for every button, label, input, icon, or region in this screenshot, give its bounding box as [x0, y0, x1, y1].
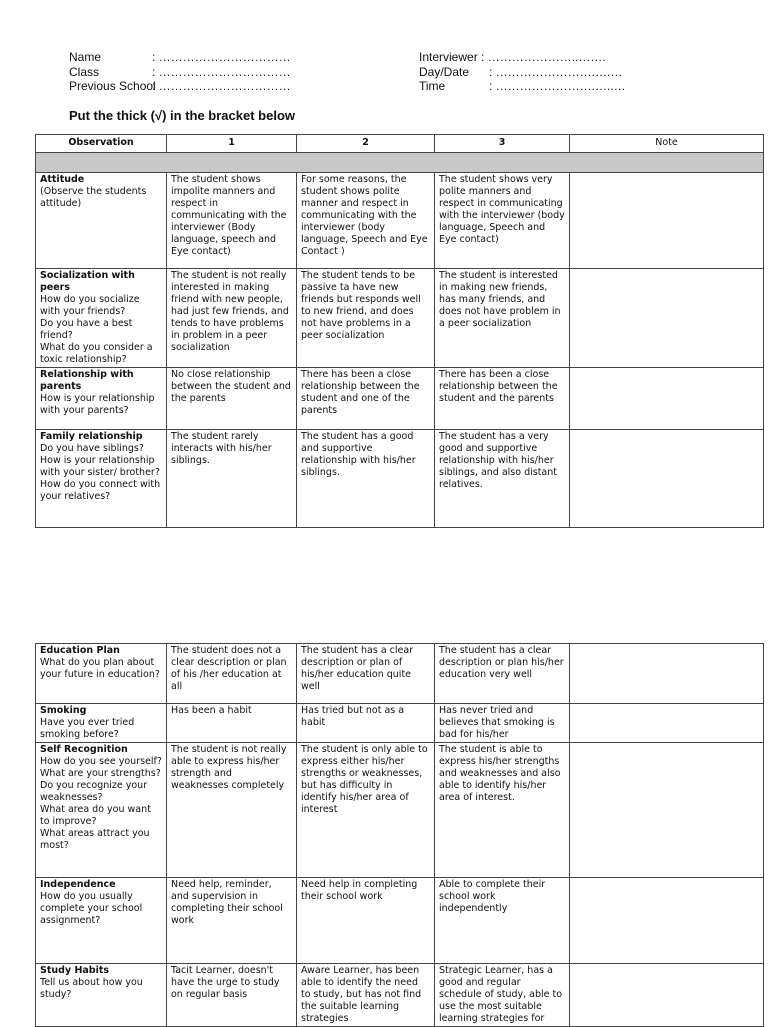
criteria-score-2: There has been a close relationship between the student and one of the parents [297, 368, 435, 430]
observation-question: Do you have siblings? [40, 443, 144, 454]
observation-title: Independence [40, 879, 116, 890]
observation-question: How do you socialize with your friends? [40, 294, 140, 317]
table-row-smoking [36, 704, 764, 743]
observation-question: Have you ever tried smoking before? [40, 717, 135, 740]
observation-title: Self Recognition [40, 744, 128, 755]
name-value: : …………………………… [152, 50, 291, 64]
observation-cell [36, 743, 167, 878]
table-row-self-recognition [36, 743, 764, 878]
note-cell[interactable] [570, 878, 764, 964]
time-field [419, 79, 626, 94]
table-row-study-habits [36, 964, 764, 1027]
criteria-score-1: Has been a habit [167, 704, 297, 743]
gray-separator-row [36, 153, 764, 173]
criteria-score-2: Aware Learner, has been able to identify the need to study, but has not find the suitable learning strategies [297, 964, 435, 1027]
observation-cell [36, 964, 167, 1027]
criteria-score-3: The student has a clear description or plan his/her education very well [435, 644, 570, 704]
criteria-score-3: The student is interested in making new friends, has many friends, and does not have problem in a peer socialization [435, 269, 570, 368]
criteria-score-1: The student rarely interacts with his/her siblings. [167, 430, 297, 528]
class-label: Class [69, 64, 100, 79]
criteria-score-2: The student tends to be passive ta have new friends but responds well to new friend, and does not have problems in a peer socialization [297, 269, 435, 368]
observation-question: What areas attract you most? [40, 828, 150, 851]
criteria-score-2: The student is only able to express either his/her strengths or weaknesses, but has difficulty in identify his/her area of interest [297, 743, 435, 878]
note-cell[interactable] [570, 430, 764, 528]
name-field [69, 50, 291, 65]
interviewer-field [419, 50, 626, 65]
observation-title: Study Habits [40, 965, 110, 976]
interviewer-label: Interviewer : [419, 50, 485, 64]
observation-table-page1 [35, 134, 764, 528]
observation-question: How do you usually complete your school assignment? [40, 891, 143, 926]
criteria-score-1: The student does not a clear description or plan of his /her education at all [167, 644, 297, 704]
observation-question: How is your relationship with your sister/ brother? [40, 455, 160, 478]
daydate-value: : …………………….….… [489, 64, 623, 79]
observation-title: Relationship with parents [40, 369, 134, 392]
header-observation: Observation [36, 135, 167, 153]
table-row-relationship-with-parents [36, 368, 764, 430]
note-cell[interactable] [570, 269, 764, 368]
observation-cell [36, 878, 167, 964]
header-score-3: 3 [435, 135, 570, 153]
criteria-score-1: The student is not really able to express his/her strength and weaknesses completely [167, 743, 297, 878]
observation-question: What area do you want to improve? [40, 804, 151, 827]
observation-title: Smoking [40, 705, 87, 716]
table-row-attitude [36, 173, 764, 269]
student-info-block [69, 50, 291, 94]
daydate-label: Day/Date [419, 64, 470, 79]
observation-cell [36, 269, 167, 368]
criteria-score-2: Has tried but not as a habit [297, 704, 435, 743]
header-note: Note [570, 135, 764, 153]
observation-question: Tell us about how you study? [40, 977, 143, 1000]
previous-school-value: : …………………………… [152, 79, 291, 93]
criteria-score-1: No close relationship between the student and the parents [167, 368, 297, 430]
observation-question: What do you consider a toxic relationship? [40, 342, 153, 365]
note-cell[interactable] [570, 743, 764, 878]
previous-school-label: Previous School [69, 79, 156, 93]
class-field [69, 65, 291, 80]
criteria-score-1: The student is not really interested in making friend with new people, had just few friends, and tends to have problems in problem in a peer socialization [167, 269, 297, 368]
criteria-score-3: The student shows very polite manners and respect in communicating with the interviewer (body language, Speech and Eye contact) [435, 173, 570, 269]
criteria-score-3: The student has a very good and supportive relationship with his/her siblings, and also distant relatives. [435, 430, 570, 528]
criteria-score-1: Need help, reminder, and supervision in completing their school work [167, 878, 297, 964]
observation-question: Do you have a best friend? [40, 318, 133, 341]
note-cell[interactable] [570, 368, 764, 430]
criteria-score-3: Strategic Learner, has a good and regular schedule of study, able to use the most suitable learning strategies for [435, 964, 570, 1027]
note-cell[interactable] [570, 644, 764, 704]
criteria-score-2: The student has a good and supportive relationship with his/her siblings. [297, 430, 435, 528]
header-score-1: 1 [167, 135, 297, 153]
table-row-education-plan [36, 644, 764, 704]
table-row-independence [36, 878, 764, 964]
criteria-score-3: Has never tried and believes that smoking is bad for his/her [435, 704, 570, 743]
observation-table-page2 [35, 643, 764, 1027]
criteria-score-2: The student has a clear description or plan of his/her education quite well [297, 644, 435, 704]
previous-school-field [69, 79, 291, 94]
observation-title: Socialization with peers [40, 270, 135, 293]
observation-cell [36, 644, 167, 704]
criteria-score-2: Need help in completing their school work [297, 878, 435, 964]
observation-cell [36, 704, 167, 743]
criteria-score-3: The student is able to express his/her strengths and weaknesses and also able to identify his/her area of interest. [435, 743, 570, 878]
criteria-score-2: For some reasons, the student shows polite manner and respect in communicating with the interviewer (body language, Speech and Eye Contact ) [297, 173, 435, 269]
observation-question: How do you connect with your relatives? [40, 479, 161, 502]
time-value: : …………………….…..… [489, 79, 626, 93]
observation-question: What are your strengths? [40, 768, 161, 779]
observation-question: What do you plan about your future in education? [40, 657, 160, 680]
time-label: Time [419, 79, 446, 93]
criteria-score-3: Able to complete their school work independently [435, 878, 570, 964]
interviewer-value: …………………..……. [487, 50, 606, 64]
table-row-socialization-with-peers [36, 269, 764, 368]
observation-question: How is your relationship with your parents? [40, 393, 155, 416]
observation-cell [36, 368, 167, 430]
note-cell[interactable] [570, 964, 764, 1027]
observation-cell [36, 430, 167, 528]
observation-cell [36, 173, 167, 269]
name-label: Name [69, 50, 102, 64]
observation-title: Family relationship [40, 431, 143, 442]
criteria-score-1: Tacit Learner, doesn't have the urge to study on regular basis [167, 964, 297, 1027]
table-row-family-relationship [36, 430, 764, 528]
instruction-text: Put the thick (√) in the bracket below [69, 108, 295, 123]
observation-question: (Observe the students attitude) [40, 186, 147, 209]
header-score-2: 2 [297, 135, 435, 153]
observation-question: How do you see yourself? [40, 756, 162, 767]
criteria-score-1: The student shows impolite manners and respect in communicating with the interviewer (Body language, speech and Eye contact) [167, 173, 297, 269]
observation-title: Attitude [40, 174, 85, 185]
observation-title: Education Plan [40, 645, 120, 656]
table-header-row [36, 135, 764, 153]
interview-info-block [419, 50, 626, 94]
class-value: : …………………………… [152, 64, 291, 79]
observation-question: Do you recognize your weaknesses? [40, 780, 148, 803]
criteria-score-3: There has been a close relationship between the student and the parents [435, 368, 570, 430]
note-cell[interactable] [570, 704, 764, 743]
note-cell[interactable] [570, 173, 764, 269]
daydate-field [419, 65, 626, 80]
